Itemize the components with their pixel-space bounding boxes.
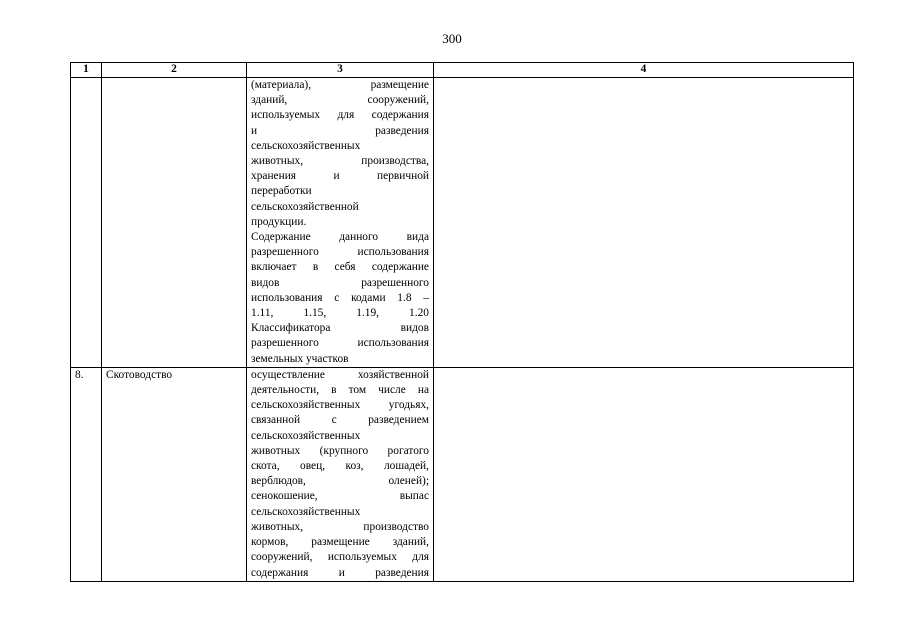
description-line: и разведения bbox=[251, 124, 429, 137]
description-line: зданий, сооружений, bbox=[251, 94, 429, 107]
row-column-4 bbox=[434, 367, 854, 581]
description-line: Классификатора видов bbox=[251, 322, 429, 335]
description-line: включает в себя содержание bbox=[251, 261, 429, 274]
header-cell-3: 3 bbox=[247, 63, 434, 78]
description-line: животных, производство bbox=[251, 520, 429, 533]
table-row bbox=[71, 78, 854, 368]
description-line: животных, производства, bbox=[251, 155, 429, 168]
description-line: сельскохозяйственной bbox=[251, 200, 359, 213]
description-line: верблюдов, оленей); bbox=[251, 475, 429, 488]
description-lines bbox=[251, 368, 429, 581]
page-number: 300 bbox=[442, 31, 462, 46]
classification-table bbox=[70, 62, 854, 582]
description-line: связанной с разведением bbox=[251, 414, 429, 427]
description-line: земельных участков bbox=[251, 352, 349, 365]
description-line: использования с кодами 1.8 – bbox=[251, 291, 429, 304]
description-line: разрешенного использования bbox=[251, 337, 429, 350]
table-row bbox=[71, 367, 854, 581]
table-header-row bbox=[71, 63, 854, 78]
description-line: сельскохозяйственных bbox=[251, 505, 361, 518]
description-line: видов разрешенного bbox=[251, 276, 429, 289]
header-cell-2: 2 bbox=[102, 63, 247, 78]
description-line: животных (крупного рогатого bbox=[251, 444, 429, 457]
description-line: сенокошение, выпас bbox=[251, 490, 429, 503]
description-lines bbox=[251, 78, 429, 367]
description-line: используемых для содержания bbox=[251, 109, 429, 122]
description-line: разрешенного использования bbox=[251, 246, 429, 259]
description-line: продукции. bbox=[251, 215, 307, 228]
header-cell-4: 4 bbox=[434, 63, 854, 78]
row-description bbox=[247, 78, 434, 368]
description-line: содержания и разведения bbox=[251, 566, 429, 579]
description-line: Содержание данного вида bbox=[251, 231, 429, 244]
description-line: сельскохозяйственных bbox=[251, 139, 361, 152]
row-description bbox=[247, 367, 434, 581]
description-line: (материала), размещение bbox=[251, 79, 429, 91]
description-line: деятельности, в том числе на bbox=[251, 384, 429, 397]
description-line: сельскохозяйственных bbox=[251, 429, 361, 442]
header-cell-1: 1 bbox=[71, 63, 102, 78]
row-name: Скотоводство bbox=[102, 367, 247, 581]
description-line: хранения и первичной bbox=[251, 170, 429, 183]
description-line: сельскохозяйственных угодьях, bbox=[251, 399, 429, 412]
description-line: осуществление хозяйственной bbox=[251, 368, 429, 381]
description-line: переработки bbox=[251, 185, 312, 198]
description-line: скота, овец, коз, лошадей, bbox=[251, 460, 429, 473]
row-number bbox=[71, 78, 102, 368]
row-name bbox=[102, 78, 247, 368]
row-number: 8. bbox=[71, 367, 102, 581]
description-line: сооружений, используемых для bbox=[251, 551, 429, 564]
row-column-4 bbox=[434, 78, 854, 368]
description-line: 1.11, 1.15, 1.19, 1.20 bbox=[251, 307, 429, 320]
description-line: кормов, размещение зданий, bbox=[251, 536, 429, 549]
